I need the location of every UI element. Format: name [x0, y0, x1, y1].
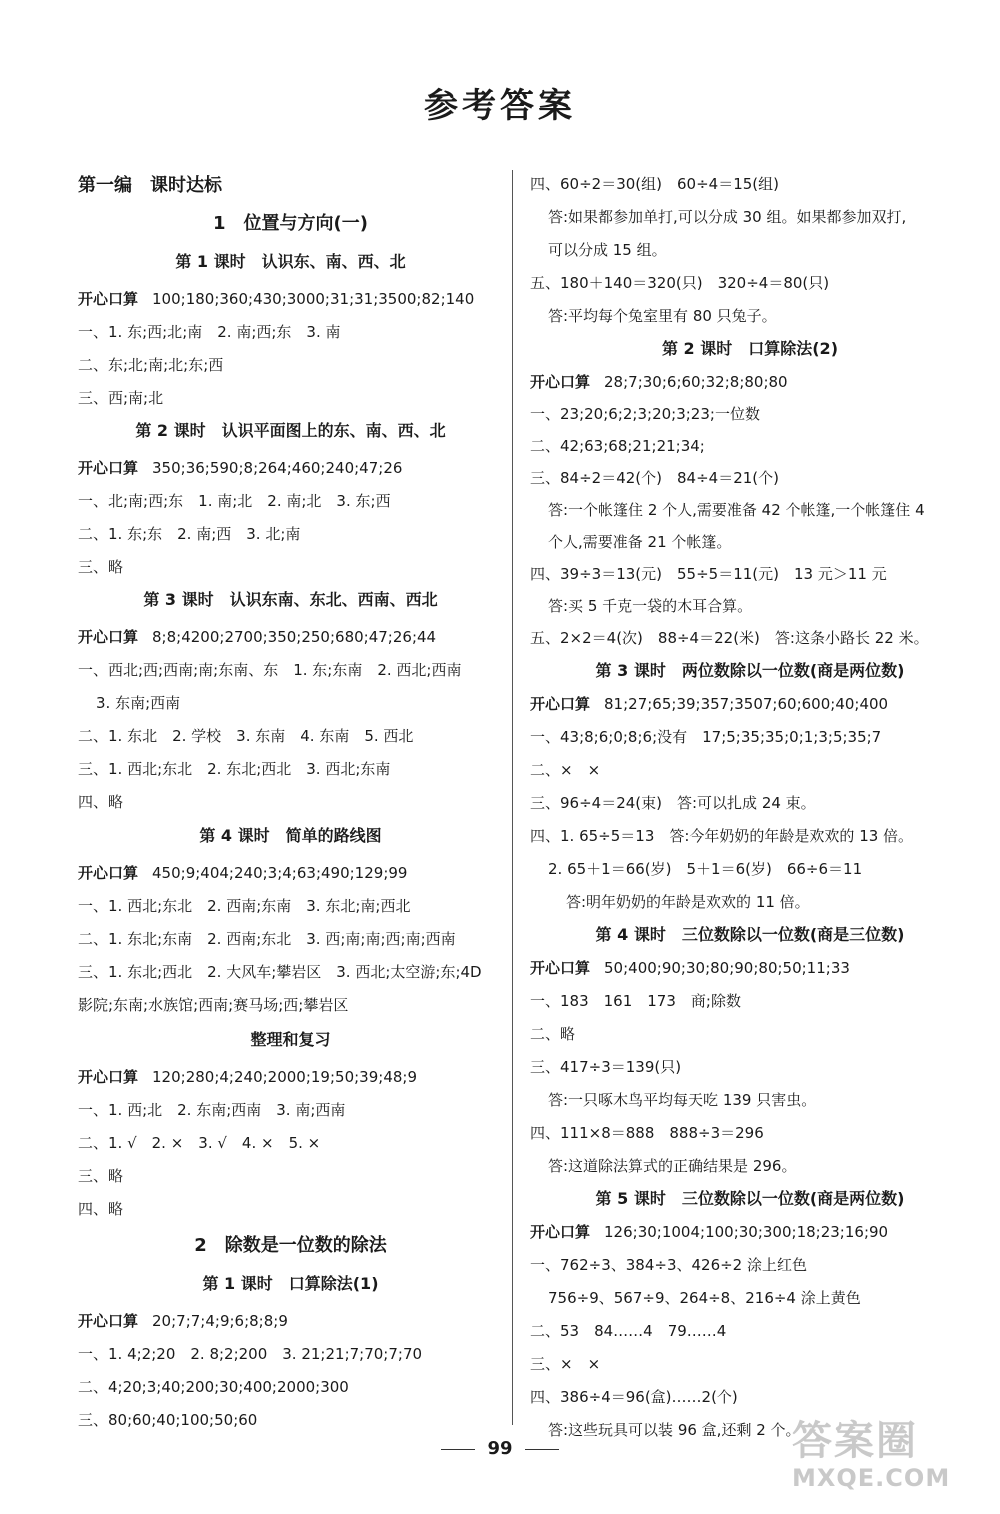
answer-line: 一、183 161 173 商;除数 [530, 992, 741, 1010]
answer-line: 可以分成 15 组。 [548, 241, 667, 259]
answer-line: 三、96÷4＝24(束) 答:可以扎成 24 束。 [530, 794, 816, 812]
mental-math-row [78, 1067, 417, 1087]
mental-math-row [530, 1222, 888, 1242]
lesson-title: 第 1 课时 口算除法(1) [202, 1274, 379, 1293]
watermark-url: MXQE.COM [792, 1464, 951, 1492]
answer-line: 三、略 [78, 558, 124, 576]
mental-math-answers: 450;9;404;240;3;4;63;490;129;99 [152, 864, 408, 882]
watermark-logo [792, 1418, 982, 1498]
answer-line: 四、略 [78, 1200, 124, 1218]
answer-line: 三、1. 东北;西北 2. 大风车;攀岩区 3. 西北;太空游;东;4D [78, 963, 482, 981]
answer-line: 一、762÷3、384÷3、426÷2 涂上红色 [530, 1256, 807, 1274]
mental-math-answers: 28;7;30;6;60;32;8;80;80 [604, 373, 788, 391]
mental-math-label: 开心口算 [530, 695, 591, 713]
mental-math-label: 开心口算 [530, 1223, 591, 1241]
answer-line: 四、略 [78, 793, 124, 811]
mental-math-row [530, 958, 850, 978]
answer-line: 一、23;20;6;2;3;20;3;23;一位数 [530, 405, 760, 423]
answer-line: 四、386÷4＝96(盒)……2(个) [530, 1388, 738, 1406]
lesson-title: 第 3 课时 两位数除以一位数(商是两位数) [595, 661, 905, 680]
lesson-title: 整理和复习 [250, 1030, 331, 1049]
mental-math-label: 开心口算 [78, 864, 139, 882]
mental-math-label: 开心口算 [78, 1068, 139, 1086]
mental-math-answers: 8;8;4200;2700;350;250;680;47;26;44 [152, 628, 437, 646]
answer-line: 2. 65＋1＝66(岁) 5＋1＝6(岁) 66÷6＝11 [548, 860, 863, 878]
answer-line: 一、1. 4;2;20 2. 8;2;200 3. 21;21;7;70;7;70 [78, 1345, 423, 1363]
answer-line: 二、1. 东北;东南 2. 西南;东北 3. 西;南;南;西;南;西南 [78, 930, 456, 948]
answer-line: 三、× × [530, 1355, 601, 1373]
answer-line: 一、1. 东;西;北;南 2. 南;西;东 3. 南 [78, 323, 341, 341]
answer-line: 756÷9、567÷9、264÷8、216÷4 涂上黄色 [548, 1289, 861, 1307]
part-heading: 第一编 课时达标 [78, 175, 222, 196]
answer-line: 二、× × [530, 761, 601, 779]
answer-line: 三、西;南;北 [78, 389, 164, 407]
answer-line: 一、1. 西北;东北 2. 西南;东南 3. 东北;南;西北 [78, 897, 411, 915]
mental-math-answers: 81;27;65;39;357;3507;60;600;40;400 [604, 695, 889, 713]
answer-line: 四、1. 65÷5＝13 答:今年奶奶的年龄是欢欢的 13 倍。 [530, 827, 914, 845]
answer-line: 影院;东南;水族馆;西南;赛马场;西;攀岩区 [78, 996, 349, 1014]
answer-line: 答:如果都参加单打,可以分成 30 组。如果都参加双打, [548, 208, 907, 226]
mental-math-answers: 50;400;90;30;80;90;80;50;11;33 [604, 959, 850, 977]
answer-line: 二、1. 东;东 2. 南;西 3. 北;南 [78, 525, 301, 543]
answer-line: 答:平均每个兔室里有 80 只兔子。 [548, 307, 777, 325]
answer-line: 答:一个帐篷住 2 个人,需要准备 42 个帐篷,一个帐篷住 4 [548, 501, 925, 519]
lesson-title: 第 5 课时 三位数除以一位数(商是两位数) [595, 1189, 905, 1208]
answer-line: 五、2×2＝4(次) 88÷4＝22(米) 答:这条小路长 22 米。 [530, 629, 929, 647]
unit-heading: 2 除数是一位数的除法 [194, 1235, 387, 1256]
answer-line: 答:明年奶奶的年龄是欢欢的 11 倍。 [566, 893, 810, 911]
mental-math-row [78, 1311, 288, 1331]
mental-math-row [78, 289, 474, 309]
lesson-title: 第 4 课时 三位数除以一位数(商是三位数) [595, 925, 905, 944]
answer-line: 答:买 5 千克一袋的木耳合算。 [548, 597, 753, 615]
page-title: 参考答案 [424, 86, 576, 126]
answer-line: 三、80;60;40;100;50;60 [78, 1411, 258, 1429]
answer-line: 二、略 [530, 1025, 576, 1043]
answer-line: 三、84÷2＝42(个) 84÷4＝21(个) [530, 469, 779, 487]
answer-line: 三、略 [78, 1167, 124, 1185]
answer-line: 二、东;北;南;北;东;西 [78, 356, 224, 374]
lesson-title: 第 3 课时 认识东南、东北、西南、西北 [143, 590, 438, 609]
answer-line: 二、53 84……4 79……4 [530, 1322, 727, 1340]
mental-math-label: 开心口算 [78, 290, 139, 308]
column-divider [512, 170, 513, 1425]
mental-math-answers: 120;280;4;240;2000;19;50;39;48;9 [152, 1068, 417, 1086]
unit-heading: 1 位置与方向(一) [213, 213, 368, 234]
footer-dash-right [525, 1449, 559, 1450]
mental-math-row [78, 458, 402, 478]
answer-line: 三、417÷3＝139(只) [530, 1058, 682, 1076]
answer-line: 二、42;63;68;21;21;34; [530, 437, 705, 455]
mental-math-label: 开心口算 [530, 373, 591, 391]
answer-line: 一、1. 西;北 2. 东南;西南 3. 南;西南 [78, 1101, 346, 1119]
answer-line: 答:这道除法算式的正确结果是 296。 [548, 1157, 797, 1175]
mental-math-answers: 20;7;7;4;9;6;8;8;9 [152, 1312, 288, 1330]
mental-math-row [530, 372, 788, 392]
answer-line: 二、4;20;3;40;200;30;400;2000;300 [78, 1378, 349, 1396]
mental-math-label: 开心口算 [530, 959, 591, 977]
mental-math-row [530, 694, 888, 714]
lesson-title: 第 2 课时 口算除法(2) [661, 339, 839, 358]
answer-line: 三、1. 西北;东北 2. 东北;西北 3. 西北;东南 [78, 760, 391, 778]
lesson-title: 第 2 课时 认识平面图上的东、南、西、北 [135, 421, 446, 440]
answer-line: 四、39÷3＝13(元) 55÷5＝11(元) 13 元＞11 元 [530, 565, 887, 583]
lesson-title: 第 1 课时 认识东、南、西、北 [175, 252, 406, 271]
answer-line: 答:这些玩具可以装 96 盒,还剩 2 个。 [548, 1421, 801, 1439]
answer-line: 四、60÷2＝30(组) 60÷4＝15(组) [530, 175, 779, 193]
answer-line: 二、1. √ 2. × 3. √ 4. × 5. × [78, 1134, 321, 1152]
mental-math-label: 开心口算 [78, 459, 139, 477]
answer-line: 个人,需要准备 21 个帐篷。 [548, 533, 732, 551]
mental-math-label: 开心口算 [78, 628, 139, 646]
page-number: 99 [487, 1438, 513, 1459]
answer-line: 一、43;8;6;0;8;6;没有 17;5;35;35;0;1;3;5;35;7 [530, 728, 882, 746]
mental-math-answers: 126;30;1004;100;30;300;18;23;16;90 [604, 1223, 889, 1241]
answer-line: 答:一只啄木鸟平均每天吃 139 只害虫。 [548, 1091, 817, 1109]
mental-math-label: 开心口算 [78, 1312, 139, 1330]
answer-line: 一、北;南;西;东 1. 南;北 2. 南;北 3. 东;西 [78, 492, 391, 510]
watermark-text: 答案圈 [792, 1418, 918, 1464]
answer-line: 一、西北;西;西南;南;东南、东 1. 东;东南 2. 西北;西南 [78, 661, 462, 679]
answer-line: 3. 东南;西南 [96, 694, 181, 712]
answer-line: 二、1. 东北 2. 学校 3. 东南 4. 东南 5. 西北 [78, 727, 414, 745]
mental-math-row [78, 863, 407, 883]
answer-line: 四、111×8＝888 888÷3＝296 [530, 1124, 764, 1142]
lesson-title: 第 4 课时 简单的路线图 [199, 826, 382, 845]
mental-math-row [78, 627, 436, 647]
answer-line: 五、180＋140＝320(只) 320÷4＝80(只) [530, 274, 830, 292]
mental-math-answers: 100;180;360;430;3000;31;31;3500;82;140 [152, 290, 475, 308]
footer-dash-left [441, 1449, 475, 1450]
mental-math-answers: 350;36;590;8;264;460;240;47;26 [152, 459, 403, 477]
